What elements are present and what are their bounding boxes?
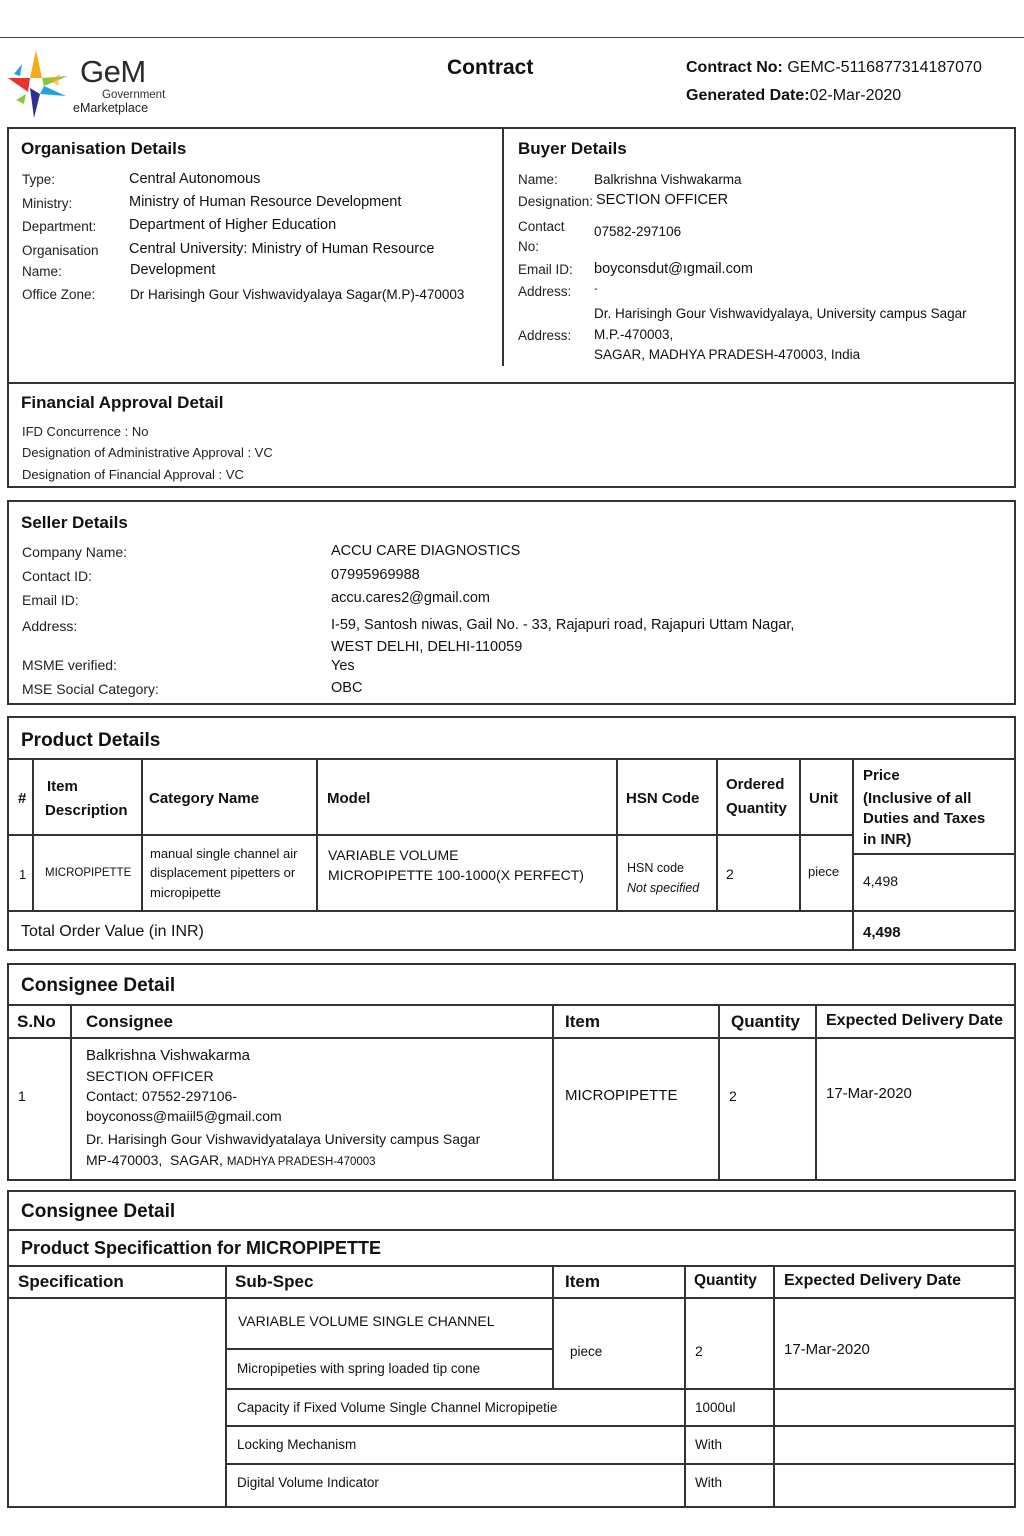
org-type-value: Central Autonomous <box>129 171 261 187</box>
spec-name: Capacity if Fixed Volume Single Channel Micropipetie <box>237 1400 558 1415</box>
buyer-address1-label: Address: <box>518 284 572 299</box>
col-header-sno: S.No <box>17 1012 56 1031</box>
row-qty: 2 <box>726 866 734 882</box>
admin-approval-designation: Designation of Administrative Approval : VC <box>22 445 273 460</box>
ifd-concurrence: IFD Concurrence : No <box>22 424 149 439</box>
row-category-3: micropipette <box>150 885 221 900</box>
spec-value: With <box>695 1475 722 1490</box>
org-name-label-1: Organisation <box>22 243 99 258</box>
org-department-label: Department: <box>22 219 97 234</box>
spec-value: With <box>695 1437 722 1452</box>
org-type-label: Type: <box>22 172 56 187</box>
contract-number-label: Contract No: <box>686 59 783 76</box>
consignee-address-2a: MP-470003, SAGAR, <box>86 1152 227 1168</box>
org-name-value-2: Development <box>130 262 216 278</box>
col-header-price-4: in INR) <box>863 831 912 848</box>
spec-subtitle: Product Specificattion for MICROPIPETTE <box>21 1238 382 1258</box>
organisation-details-section <box>7 127 504 368</box>
consignee-designation: SECTION OFFICER <box>86 1068 214 1084</box>
col-header-unit: Unit <box>809 790 839 807</box>
row-hsn-1: HSN code <box>627 861 684 875</box>
logo-line2: eMarketplace <box>73 101 149 115</box>
row-number: 1 <box>19 867 27 882</box>
contract-number <box>686 59 982 77</box>
row-item: MICROPIPETTE <box>45 867 132 879</box>
financial-approval-section <box>7 382 1016 488</box>
seller-email-label: Email ID: <box>22 592 79 608</box>
total-order-value: 4,498 <box>863 924 901 941</box>
org-ministry-value: Ministry of Human Resource Development <box>129 194 402 210</box>
buyer-name-value: Balkrishna Vishwakarma <box>594 172 742 187</box>
seller-address-line2: WEST DELHI, DELHI-110059 <box>331 639 523 655</box>
section-title: Buyer Details <box>518 139 627 158</box>
consignee-detail-section <box>7 963 1016 1181</box>
row-price: 4,498 <box>863 873 899 889</box>
consignee-quantity: 2 <box>729 1088 737 1104</box>
buyer-address2-line1: Dr. Harisingh Gour Vishwavidyalaya, University campus Sagar <box>594 306 967 321</box>
col-header-item-2: Description <box>45 802 128 819</box>
row-hsn-2: Not specified <box>627 881 700 895</box>
section-title: Consignee Detail <box>21 975 176 996</box>
buyer-address1-value: - <box>594 283 598 295</box>
consignee-address-2 <box>86 1152 376 1168</box>
col-header-number: # <box>18 790 27 807</box>
col-header-delivery: Expected Delivery Date <box>784 1272 961 1289</box>
spec-value: 1000ul <box>695 1400 736 1415</box>
col-header-item: Item <box>565 1012 600 1031</box>
spec-delivery-date: 17-Mar-2020 <box>784 1341 870 1358</box>
col-header-delivery: Expected Delivery Date <box>826 1012 1003 1029</box>
buyer-contact-label-1: Contact <box>518 219 565 234</box>
section-title: Organisation Details <box>21 139 187 158</box>
col-header-price-2: (Inclusive of all <box>863 790 972 807</box>
row-category-2: displacement pipetters or <box>150 865 296 880</box>
row-model-1: VARIABLE VOLUME <box>328 847 459 863</box>
buyer-contact-label-2: No: <box>518 239 540 254</box>
buyer-contact-value: 07582-297106 <box>594 224 682 239</box>
col-header-quantity: Quantity <box>731 1012 800 1031</box>
consignee-name: Balkrishna Vishwakarma <box>86 1047 250 1064</box>
org-office-zone-label: Office Zone: <box>22 287 96 302</box>
section-title: Financial Approval Detail <box>21 393 224 412</box>
section-title: Consignee Detail <box>21 1201 176 1222</box>
seller-details-section <box>7 500 1016 705</box>
buyer-address2-line2: M.P.-470003, <box>594 327 674 342</box>
seller-address-line1: I-59, Santosh niwas, Gail No. - 33, Rajapuri road, Rajapuri Uttam Nagar, <box>331 617 795 633</box>
page-title: Contract <box>447 56 534 79</box>
generated-date-label: Generated Date: <box>686 87 810 104</box>
contract-number-value: GEMC-5116877314187070 <box>787 59 982 76</box>
product-details-section <box>7 716 1016 951</box>
consignee-delivery-date: 17-Mar-2020 <box>826 1085 912 1102</box>
row-model-2: MICROPIPETTE 100-1000(X PERFECT) <box>328 867 584 883</box>
col-header-item: Item <box>565 1272 600 1291</box>
row-category-1: manual single channel air <box>150 846 298 861</box>
buyer-designation-value: SECTION OFFICER <box>596 192 729 208</box>
col-header-qty-2: Quantity <box>726 800 787 817</box>
row-sno: 1 <box>18 1088 26 1104</box>
seller-email-value: accu.cares2@gmail.com <box>331 590 490 606</box>
org-ministry-label: Ministry: <box>22 196 73 211</box>
section-title: Seller Details <box>21 513 128 532</box>
org-office-zone-value: Dr Harisingh Gour Vishwavidyalaya Sagar(M.P)-470003 <box>130 287 465 302</box>
gem-star-icon <box>6 48 72 118</box>
col-header-item-1: Item <box>47 778 78 795</box>
seller-contact-label: Contact ID: <box>22 568 93 584</box>
seller-contact-value: 07995969988 <box>331 567 420 583</box>
seller-mse-value: OBC <box>331 680 363 696</box>
logo-brand: GeM <box>80 54 146 89</box>
consignee-contact: Contact: 07552-297106- <box>86 1088 237 1104</box>
buyer-name-label: Name: <box>518 172 558 187</box>
col-header-hsn: HSN Code <box>626 790 700 807</box>
col-header-consignee: Consignee <box>86 1012 173 1031</box>
seller-msme-label: MSME verified: <box>22 657 117 673</box>
col-header-price-1: Price <box>863 767 900 784</box>
org-name-label-2: Name: <box>22 264 62 279</box>
product-specification-section <box>7 1190 1016 1508</box>
total-order-label: Total Order Value (in INR) <box>21 923 204 940</box>
col-header-specification: Specification <box>18 1272 124 1291</box>
seller-company-value: ACCU CARE DIAGNOSTICS <box>331 543 521 559</box>
seller-msme-value: Yes <box>331 658 355 674</box>
spec-name: Digital Volume Indicator <box>237 1475 379 1490</box>
org-name-value-1: Central University: Ministry of Human Resource <box>129 241 435 257</box>
row-unit: piece <box>808 864 840 879</box>
consignee-address-1: Dr. Harisingh Gour Vishwavidyatalaya University campus Sagar <box>86 1131 481 1147</box>
subspec-tip-cone: Micropipeties with spring loaded tip cone <box>237 1361 481 1376</box>
contract-header <box>0 40 1024 125</box>
seller-address-label: Address: <box>22 618 78 634</box>
buyer-designation-label: Designation: <box>518 194 594 209</box>
spec-name: Locking Mechanism <box>237 1437 357 1452</box>
section-title: Product Details <box>21 730 161 751</box>
top-divider <box>0 37 1024 38</box>
consignee-address-2b: MADHYA PRADESH-470003 <box>226 1156 376 1168</box>
spec-item: piece <box>570 1344 603 1359</box>
buyer-address2-line3: SAGAR, MADHYA PRADESH-470003, India <box>594 347 861 362</box>
buyer-address2-label: Address: <box>518 328 572 343</box>
gem-logo <box>6 48 166 118</box>
seller-mse-label: MSE Social Category: <box>22 681 159 697</box>
subspec-variable-volume: VARIABLE VOLUME SINGLE CHANNEL <box>238 1313 495 1329</box>
buyer-email-value: boyconsdut@ıgmail.com <box>594 261 753 277</box>
logo-line1: Government <box>102 89 166 101</box>
consignee-email: boyconoss@maiil5@gmail.com <box>86 1108 282 1124</box>
col-header-model: Model <box>327 790 371 807</box>
generated-date-value: 02-Mar-2020 <box>809 87 902 104</box>
seller-company-label: Company Name: <box>22 544 128 560</box>
buyer-details-section <box>502 127 1016 368</box>
financial-approval-designation: Designation of Financial Approval : VC <box>22 467 244 482</box>
generated-date <box>686 87 901 105</box>
col-header-price-3: Duties and Taxes <box>863 810 986 827</box>
buyer-email-label: Email ID: <box>518 262 573 277</box>
col-header-qty-1: Ordered <box>726 776 785 793</box>
col-header-category: Category Name <box>149 790 260 807</box>
spec-quantity: 2 <box>695 1343 703 1359</box>
org-department-value: Department of Higher Education <box>129 217 337 233</box>
col-header-quantity: Quantity <box>694 1272 757 1289</box>
consignee-item: MICROPIPETTE <box>565 1087 678 1104</box>
col-header-subspec: Sub-Spec <box>235 1272 314 1291</box>
